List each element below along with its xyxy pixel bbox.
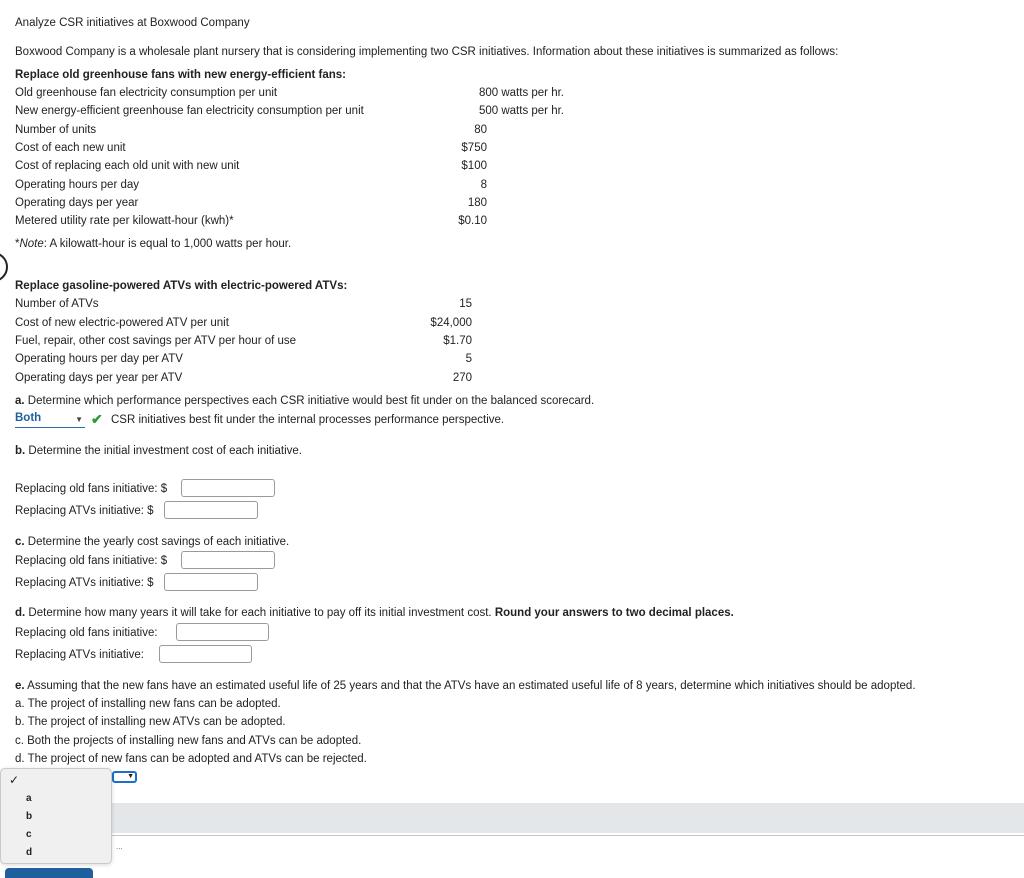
chevron-down-icon: ▼ [127, 773, 134, 780]
part-e-choice: b. The project of installing new ATVs can be adopted. [15, 716, 286, 728]
fans-row-label: New energy-efficient greenhouse fan electricity consumption per unit [15, 105, 364, 117]
atvs-row-value: $24,000 [430, 317, 472, 329]
part-d-rounding-note: Round your answers to two decimal places. [494, 607, 734, 619]
checkmark-icon: ✓ [9, 773, 20, 787]
part-d-fans-input[interactable] [176, 623, 269, 641]
dollar-sign: $ [160, 483, 168, 495]
atvs-row-value: $1.70 [443, 335, 472, 347]
perspective-select-value: Both [15, 412, 42, 424]
note-prefix: * [15, 238, 20, 250]
part-c-question [15, 536, 289, 548]
part-a-text: Determine which performance perspectives each CSR initiative would best fit under on the balanced scorecard. [24, 395, 595, 407]
dropdown-option-a[interactable]: a [26, 793, 32, 804]
atvs-row-value: 15 [459, 298, 472, 310]
part-c-fans-label-text: Replacing old fans initiative: [15, 555, 158, 567]
part-c-fans-label [15, 555, 167, 567]
divider [110, 835, 1024, 836]
dropdown-option-b[interactable]: b [26, 811, 33, 822]
dollar-sign: $ [147, 505, 154, 517]
part-e-dropdown-menu [0, 768, 112, 864]
fans-row-label: Operating hours per day [15, 179, 140, 191]
part-e-choice: c. Both the projects of installing new fans and ATVs can be adopted. [15, 735, 362, 747]
atvs-heading: Replace gasoline-powered ATVs with electric-powered ATVs: [15, 280, 348, 292]
kwh-note [15, 238, 291, 250]
part-e-choice: d. The project of new fans can be adopted and ATVs can be rejected. [15, 753, 367, 765]
part-b-fans-label-text: Replacing old fans initiative: [15, 483, 158, 495]
part-b-atvs-input[interactable] [164, 501, 258, 519]
part-c-letter: c. [15, 536, 25, 548]
part-d-atvs-label: Replacing ATVs initiative: [15, 649, 144, 661]
part-a-letter: a. [15, 395, 25, 407]
fans-row-value: 800 watts per hr. [478, 87, 564, 99]
part-b-text: Determine the initial investment cost of each initiative. [25, 445, 303, 457]
dollar-sign: $ [160, 555, 168, 567]
fans-row-value: 500 watts per hr. [478, 105, 564, 117]
part-e-text: Assuming that the new fans have an estimated useful life of 25 years and that the ATVs have an estimated useful life of 8 years, determine which initiatives should be adopted. [24, 680, 916, 692]
part-d-question [15, 607, 734, 619]
part-b-fans-label [15, 483, 167, 495]
part-e-question [15, 680, 916, 692]
part-d-text: Determine how many years it will take for each initiative to pay off its initial investment cost. [25, 607, 495, 619]
part-c-atvs-input[interactable] [164, 573, 258, 591]
partially-hidden-text: ... [116, 842, 123, 851]
dollar-sign: $ [147, 577, 154, 589]
dropdown-option-c[interactable]: c [26, 829, 32, 840]
part-c-fans-input[interactable] [181, 551, 275, 569]
fans-row-value: 80 [474, 124, 487, 136]
fans-row-value: $100 [461, 160, 487, 172]
part-e-letter: e. [15, 680, 25, 692]
part-d-fans-label: Replacing old fans initiative: [15, 627, 158, 639]
fans-row-value: 180 [467, 197, 487, 209]
fans-row-label: Cost of replacing each old unit with new unit [15, 160, 240, 172]
part-b-atvs-label-text: Replacing ATVs initiative: [15, 505, 144, 517]
part-b-letter: b. [15, 445, 26, 457]
dropdown-option-d[interactable]: d [26, 847, 33, 858]
atvs-row-label: Fuel, repair, other cost savings per ATV per hour of use [15, 335, 297, 347]
part-b-atvs-label [15, 505, 154, 517]
atvs-row-label: Cost of new electric-powered ATV per unit [15, 317, 229, 329]
part-d-letter: d. [15, 607, 26, 619]
atvs-row-label: Operating hours per day per ATV [15, 353, 183, 365]
fans-row-label: Metered utility rate per kilowatt-hour (kwh)* [15, 215, 234, 227]
part-e-select[interactable] [112, 771, 137, 783]
submit-button[interactable] [5, 868, 93, 878]
part-c-text: Determine the yearly cost savings of each initiative. [24, 536, 290, 548]
fans-row-label: Operating days per year [15, 197, 139, 209]
fans-row-label: Old greenhouse fan electricity consumption per unit [15, 87, 278, 99]
part-b-fans-input[interactable] [181, 479, 275, 497]
footer-band [110, 803, 1024, 833]
fans-heading: Replace old greenhouse fans with new energy-efficient fans: [15, 69, 347, 81]
fans-row-value: $750 [461, 142, 487, 154]
note-italic: Note [19, 238, 44, 250]
partial-circle-decoration [0, 252, 8, 282]
fans-row-label: Number of units [15, 124, 97, 136]
intro-text: Boxwood Company is a wholesale plant nursery that is considering implementing two CSR initiatives. Information about these initiatives is summarized as follows: [15, 46, 839, 58]
part-c-atvs-label [15, 577, 154, 589]
atvs-row-value: 5 [465, 353, 472, 365]
part-a-question [15, 395, 594, 407]
fans-row-value: $0.10 [458, 215, 487, 227]
atvs-row-label: Number of ATVs [15, 298, 99, 310]
note-text: : A kilowatt-hour is equal to 1,000 watts per hour. [43, 238, 292, 250]
page-title: Analyze CSR initiatives at Boxwood Company [15, 17, 250, 29]
part-c-atvs-label-text: Replacing ATVs initiative: [15, 577, 144, 589]
part-a-answer-text: CSR initiatives best fit under the internal processes performance perspective. [111, 414, 505, 426]
part-e-choice: a. The project of installing new fans can be adopted. [15, 698, 281, 710]
chevron-down-icon: ▼ [75, 415, 83, 424]
atvs-row-value: 270 [452, 372, 472, 384]
perspective-select[interactable] [15, 412, 85, 428]
part-d-atvs-input[interactable] [159, 645, 252, 663]
fans-row-label: Cost of each new unit [15, 142, 126, 154]
checkmark-icon: ✔ [91, 411, 103, 427]
part-b-question [15, 445, 302, 457]
atvs-row-label: Operating days per year per ATV [15, 372, 183, 384]
fans-row-value: 8 [480, 179, 487, 191]
